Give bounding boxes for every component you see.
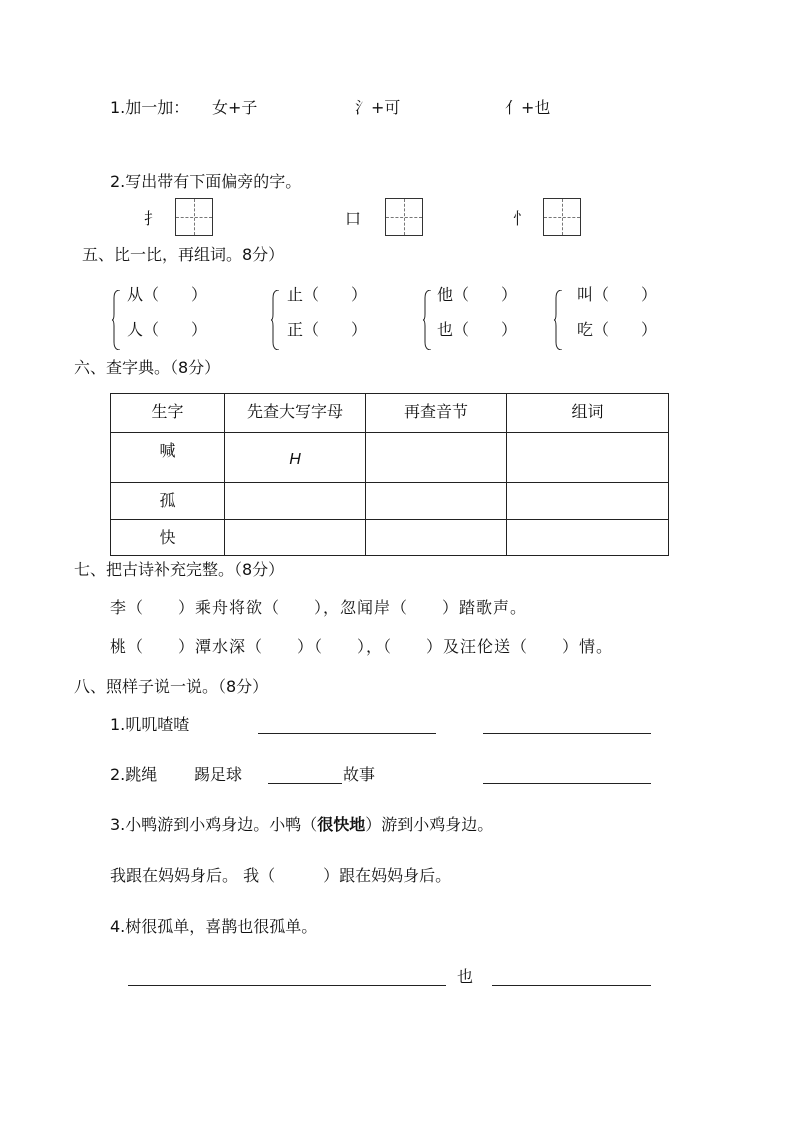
pair-3-bottom: 也（ ）: [437, 320, 518, 339]
answer-line[interactable]: [258, 733, 436, 734]
poem-line-1: 李（ ）乘舟将欲（ ），忽闻岸（ ）踏歌声。: [110, 598, 528, 617]
tianzi-grid-1[interactable]: [175, 198, 213, 236]
section-7-title: 七、把古诗补充完整。（8分）: [74, 560, 285, 579]
pair-3-top: 他（ ）: [437, 285, 518, 304]
answer-line[interactable]: [483, 783, 651, 784]
tianzi-grid-2[interactable]: [385, 198, 423, 236]
word-cell[interactable]: [507, 433, 669, 483]
header-cell: 组词: [507, 394, 669, 433]
header-cell: 生字: [111, 394, 225, 433]
tianzi-grid-3[interactable]: [543, 198, 581, 236]
item-4-example: 4.树很孤单，喜鹊也很孤单。: [110, 917, 318, 936]
header-cell: 先查大写字母: [225, 394, 366, 433]
answer-line[interactable]: [268, 783, 342, 784]
char-cell: 喊: [111, 433, 225, 483]
brace-3: [423, 290, 431, 350]
q2-label: 2.写出带有下面偏旁的字。: [110, 172, 302, 191]
pair-2-bottom: 正（ ）: [287, 320, 368, 339]
item-1-example: 1.叽叽喳喳: [110, 715, 190, 734]
answer-line[interactable]: [492, 985, 651, 986]
radical-1: 扌: [144, 209, 161, 228]
word-cell[interactable]: [507, 483, 669, 520]
syllable-cell[interactable]: [366, 433, 507, 483]
q1-item-c: 亻+也: [505, 98, 551, 117]
table-header-row: [111, 394, 669, 433]
item-4-ye: 也: [457, 967, 474, 986]
header-cell: 再查音节: [366, 394, 507, 433]
char-cell: 快: [111, 520, 225, 556]
letter-cell[interactable]: H: [225, 433, 366, 483]
letter-cell[interactable]: [225, 520, 366, 556]
table-row: [111, 483, 669, 520]
brace-1: [112, 290, 120, 350]
dictionary-table: [110, 393, 669, 556]
pair-2-top: 止（ ）: [287, 285, 368, 304]
section-5-title: 五、比一比，再组词。8分）: [82, 245, 285, 264]
item-3-text-a: 3.小鸭游到小鸡身边。小鸭（: [110, 815, 318, 834]
item-3-text-b: ）游到小鸡身边。: [365, 815, 494, 834]
section-6-title: 六、查字典。（8分）: [74, 358, 221, 377]
table-row: [111, 520, 669, 556]
item-2-example-b: 踢足球: [194, 765, 243, 784]
word-cell[interactable]: [507, 520, 669, 556]
q1-item-a: 女+子: [212, 98, 258, 117]
brace-4: [554, 290, 562, 350]
radical-3: 忄: [513, 209, 530, 228]
syllable-cell[interactable]: [366, 520, 507, 556]
letter-cell[interactable]: [225, 483, 366, 520]
answer-line[interactable]: [128, 985, 446, 986]
answer-line[interactable]: [483, 733, 651, 734]
pair-4-top: 叫（ ）: [577, 285, 658, 304]
item-2-example-a: 2.跳绳: [110, 765, 158, 784]
item-3-exercise: 我跟在妈妈身后。 我（ ）跟在妈妈身后。: [110, 866, 452, 885]
item-2-word: 故事: [343, 765, 376, 784]
pair-1-bottom: 人（ ）: [127, 320, 208, 339]
item-3-example: [110, 815, 493, 835]
radical-2: 口: [345, 209, 362, 228]
brace-2: [271, 290, 279, 350]
pair-4-bottom: 吃（ ）: [577, 320, 658, 339]
poem-line-2: 桃（ ）潭水深（ ）（ ），（ ）及汪伦送（ ）情。: [110, 637, 614, 656]
pair-1-top: 从（ ）: [127, 285, 208, 304]
section-8-title: 八、照样子说一说。（8分）: [74, 677, 269, 696]
q1-label: 1.加一加：: [110, 98, 190, 117]
syllable-cell[interactable]: [366, 483, 507, 520]
q1-item-b: 氵+可: [355, 98, 401, 117]
table-row: [111, 433, 669, 483]
item-3-bold-word: 很快地: [317, 815, 366, 834]
char-cell: 孤: [111, 483, 225, 520]
